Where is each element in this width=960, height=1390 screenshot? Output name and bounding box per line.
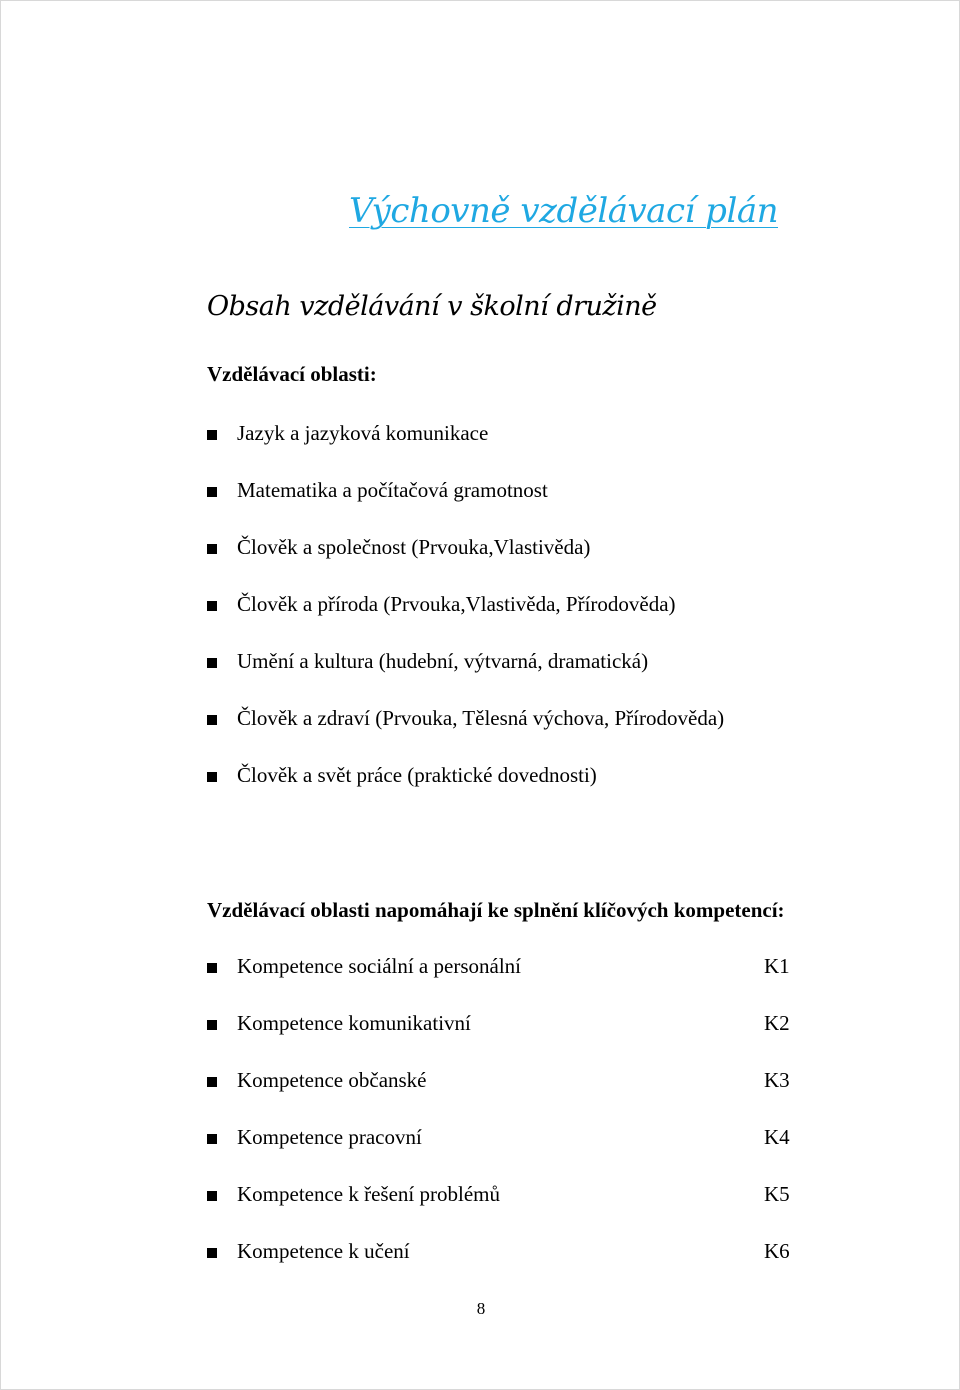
square-bullet-icon: [207, 963, 217, 973]
competence-name: Kompetence občanské: [237, 1068, 427, 1092]
square-bullet-icon: [207, 1248, 217, 1258]
square-bullet-icon: [207, 487, 217, 497]
square-bullet-icon: [207, 1191, 217, 1201]
list-item: [207, 535, 724, 592]
list-item-text: Člověk a svět práce (praktické dovednosti): [237, 763, 597, 787]
list-item: [207, 1182, 790, 1239]
list-item: [207, 706, 724, 763]
competence-code: K2: [764, 1011, 790, 1035]
competence-code: K1: [764, 954, 790, 978]
list-item: [207, 592, 724, 649]
list-item-text: Jazyk a jazyková komunikace: [237, 421, 489, 445]
square-bullet-icon: [207, 715, 217, 725]
page-title: Výchovně vzdělávací plán: [349, 191, 778, 231]
list-item: [207, 763, 724, 820]
list-item: [207, 649, 724, 706]
competence-code: K5: [764, 1182, 790, 1206]
list-item-text: Člověk a zdraví (Prvouka, Tělesná výchova, Přírodověda): [237, 706, 725, 730]
competence-name: Kompetence komunikativní: [237, 1011, 471, 1035]
page-number: 8: [476, 1299, 486, 1318]
competence-name: Kompetence k učení: [237, 1239, 410, 1263]
competences-heading: Vzdělávací oblasti napomáhají ke splnění klíčových kompetencí:: [207, 898, 785, 922]
list-item: [207, 478, 724, 535]
areas-heading: Vzdělávací oblasti:: [207, 362, 377, 386]
list-item: [207, 1068, 790, 1125]
square-bullet-icon: [207, 544, 217, 554]
list-item: [207, 954, 790, 1011]
competences-list: [207, 954, 790, 1296]
list-item: [207, 1011, 790, 1068]
competence-name: Kompetence sociální a personální: [237, 954, 521, 978]
square-bullet-icon: [207, 1020, 217, 1030]
list-item-text: Člověk a společnost (Prvouka,Vlastivěda): [237, 535, 591, 559]
list-item: [207, 1125, 790, 1182]
list-item-text: Matematika a počítačová gramotnost: [237, 478, 548, 502]
competence-code: K6: [764, 1239, 790, 1263]
list-item-text: Umění a kultura (hudební, výtvarná, dramatická): [237, 649, 649, 673]
square-bullet-icon: [207, 1077, 217, 1087]
list-item: [207, 1239, 790, 1296]
competence-code: K4: [764, 1125, 790, 1149]
competence-name: Kompetence k řešení problémů: [237, 1182, 500, 1206]
square-bullet-icon: [207, 772, 217, 782]
square-bullet-icon: [207, 658, 217, 668]
square-bullet-icon: [207, 601, 217, 611]
page-subtitle: Obsah vzdělávání v školní družině: [207, 291, 657, 322]
competence-name: Kompetence pracovní: [237, 1125, 422, 1149]
list-item: [207, 421, 724, 478]
square-bullet-icon: [207, 1134, 217, 1144]
competence-code: K3: [764, 1068, 790, 1092]
square-bullet-icon: [207, 430, 217, 440]
areas-list: [207, 421, 724, 820]
list-item-text: Člověk a příroda (Prvouka,Vlastivěda, Přírodověda): [237, 592, 676, 616]
